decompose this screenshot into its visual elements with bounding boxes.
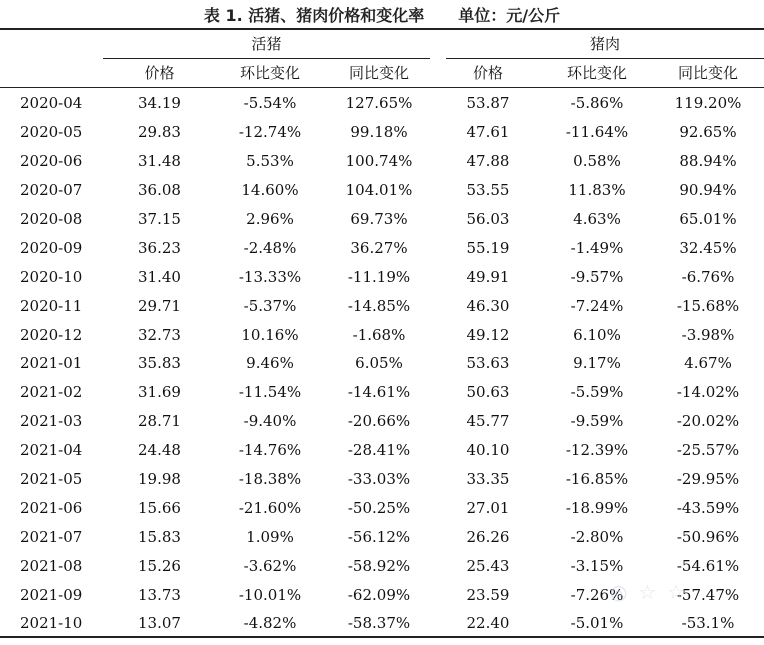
table-row — [0, 609, 764, 638]
cell-live-yoy: -56.12% — [347, 527, 411, 546]
top-rule — [0, 28, 764, 30]
cell-date: 2021-03 — [20, 412, 83, 431]
cell-live-mom: 2.96% — [246, 210, 294, 228]
table-row — [0, 551, 764, 580]
cell-pork-mom: -5.01% — [570, 614, 624, 633]
cell-live-price: 15.26 — [138, 556, 181, 575]
cell-live-price: 34.19 — [138, 94, 181, 113]
cell-live-mom: -18.38% — [238, 470, 302, 489]
table-row — [0, 465, 764, 494]
cell-date: 2021-09 — [20, 585, 83, 604]
cell-pork-yoy: -57.47% — [676, 585, 740, 604]
cell-live-price: 15.83 — [138, 527, 181, 546]
cell-pork-price: 47.88 — [466, 152, 510, 171]
cell-pork-mom: -7.26% — [570, 585, 624, 604]
cell-pork-yoy: 65.01% — [679, 210, 737, 228]
cell-pork-mom: -3.15% — [570, 556, 624, 575]
cell-pork-price: 40.10 — [466, 441, 510, 460]
cell-live-mom: -12.74% — [238, 123, 302, 142]
cell-live-mom: -11.54% — [238, 383, 302, 402]
cell-pork-yoy: 92.65% — [679, 123, 737, 142]
table-row — [0, 262, 764, 291]
cell-live-mom: 1.09% — [246, 527, 294, 546]
table-row — [0, 205, 764, 234]
cell-pork-mom: -5.86% — [570, 94, 624, 113]
cell-live-mom: -4.82% — [243, 614, 297, 633]
cell-live-mom: -10.01% — [238, 585, 302, 604]
cell-live-mom: -13.33% — [238, 267, 302, 286]
cell-pork-price: 33.35 — [466, 470, 510, 489]
cell-date: 2020-11 — [20, 296, 83, 315]
cell-pork-mom: 6.10% — [573, 325, 621, 344]
cell-pork-price: 53.55 — [466, 181, 510, 200]
cell-live-mom: -5.37% — [243, 296, 297, 315]
cell-live-mom: 5.53% — [246, 152, 294, 171]
cell-date: 2021-04 — [20, 441, 83, 460]
cell-pork-yoy: -15.68% — [676, 296, 740, 315]
table-row — [0, 89, 764, 118]
cell-live-yoy: 127.65% — [345, 94, 413, 113]
cell-live-yoy: -62.09% — [347, 585, 411, 604]
cell-live-price: 28.71 — [138, 412, 181, 431]
cell-live-yoy: 104.01% — [345, 181, 413, 200]
cell-live-price: 29.83 — [138, 123, 181, 142]
cell-live-price: 31.40 — [138, 267, 181, 286]
cell-pork-mom: -5.59% — [570, 383, 624, 402]
cell-pork-price: 49.12 — [466, 325, 510, 344]
table-row — [0, 436, 764, 465]
cell-pork-price: 50.63 — [466, 383, 510, 402]
cell-pork-mom: -9.59% — [570, 412, 624, 431]
cell-pork-price: 22.40 — [466, 614, 510, 633]
cell-live-yoy: -33.03% — [347, 470, 411, 489]
cell-pork-mom: 9.17% — [573, 354, 621, 373]
cell-date: 2021-07 — [20, 527, 83, 546]
cell-live-yoy: 99.18% — [350, 123, 408, 142]
cell-pork-yoy: -20.02% — [676, 412, 740, 431]
cell-date: 2021-08 — [20, 556, 83, 575]
cell-pork-price: 26.26 — [466, 527, 510, 546]
table-row — [0, 320, 764, 349]
cell-pork-price: 25.43 — [466, 556, 510, 575]
cell-live-price: 31.48 — [138, 152, 181, 171]
table-title — [0, 2, 764, 26]
cell-live-yoy: 100.74% — [345, 152, 413, 171]
cell-pork-price: 53.63 — [466, 354, 510, 373]
cell-date: 2020-05 — [20, 123, 83, 142]
cell-live-yoy: -14.85% — [347, 296, 411, 315]
cell-live-yoy: -50.25% — [347, 498, 411, 517]
cell-pork-price: 45.77 — [466, 412, 510, 431]
col-header-live-yoy: 同比变化 — [348, 64, 409, 82]
table-row — [0, 291, 764, 320]
cell-pork-yoy: 119.20% — [674, 94, 742, 113]
cell-live-price: 31.69 — [138, 383, 181, 402]
price-table — [0, 89, 764, 638]
cell-pork-price: 46.30 — [466, 296, 510, 315]
cell-pork-yoy: -53.1% — [681, 614, 735, 633]
cell-pork-price: 47.61 — [466, 123, 510, 142]
cell-live-mom: -9.40% — [243, 412, 297, 431]
table-row — [0, 580, 764, 609]
cell-pork-yoy: -50.96% — [676, 527, 740, 546]
cell-live-yoy: -14.61% — [347, 383, 411, 402]
table-row — [0, 176, 764, 205]
cell-live-price: 15.66 — [138, 498, 181, 517]
cell-pork-mom: -9.57% — [570, 267, 624, 286]
cell-pork-mom: -2.80% — [570, 527, 624, 546]
cell-date: 2021-01 — [20, 354, 83, 373]
cell-live-price: 36.23 — [138, 238, 181, 257]
col-header-pork-mom: 环比变化 — [566, 64, 627, 82]
cell-live-price: 19.98 — [138, 470, 181, 489]
cell-live-mom: 14.60% — [241, 181, 299, 200]
bottom-rule — [0, 636, 764, 638]
cell-date: 2020-09 — [20, 238, 83, 257]
table-title-main: 表 1. 活猪、猪肉价格和变化率 — [203, 5, 425, 25]
cell-date: 2020-12 — [20, 325, 83, 344]
cell-date: 2020-08 — [20, 210, 83, 228]
col-header-live-mom: 环比变化 — [239, 64, 300, 82]
cell-live-price: 37.15 — [138, 210, 181, 228]
table-row — [0, 522, 764, 551]
cell-pork-yoy: -29.95% — [676, 470, 740, 489]
cell-pork-yoy: 90.94% — [679, 181, 737, 200]
col-header-pork-price: 价格 — [472, 64, 503, 82]
cell-live-price: 32.73 — [138, 325, 181, 344]
cell-pork-yoy: -43.59% — [676, 498, 740, 517]
cell-pork-yoy: 32.45% — [679, 238, 737, 257]
cell-pork-mom: -1.49% — [570, 238, 624, 257]
cell-pork-yoy: -54.61% — [676, 556, 740, 575]
cell-live-price: 35.83 — [138, 354, 181, 373]
cell-pork-yoy: 88.94% — [679, 152, 737, 171]
cell-live-mom: -14.76% — [238, 441, 302, 460]
cell-live-price: 24.48 — [138, 441, 181, 460]
cell-live-price: 13.73 — [138, 585, 181, 604]
cell-date: 2021-10 — [20, 614, 83, 633]
table-row — [0, 407, 764, 436]
cell-date: 2021-02 — [20, 383, 83, 402]
cell-live-price: 29.71 — [138, 296, 181, 315]
cell-pork-mom: -11.64% — [565, 123, 629, 142]
cell-pork-mom: -16.85% — [565, 470, 629, 489]
cell-pork-mom: -7.24% — [570, 296, 624, 315]
cell-pork-price: 55.19 — [466, 238, 510, 257]
cell-pork-mom: 4.63% — [573, 210, 621, 228]
cell-live-yoy: 6.05% — [355, 354, 403, 373]
cell-date: 2021-05 — [20, 470, 83, 489]
cell-live-yoy: -11.19% — [347, 267, 411, 286]
cell-date: 2020-04 — [20, 94, 83, 113]
col-header-pork-yoy: 同比变化 — [677, 64, 738, 82]
table-row — [0, 493, 764, 522]
cell-pork-mom: -12.39% — [565, 441, 629, 460]
group-rule-live-pig — [103, 58, 430, 59]
cell-pork-price: 56.03 — [466, 210, 510, 228]
cell-date: 2020-10 — [20, 267, 83, 286]
cell-live-yoy: 69.73% — [350, 210, 408, 228]
group-header-pork: 猪肉 — [589, 35, 620, 53]
watermark: ◎ ☆ ☆ — [610, 580, 688, 604]
cell-pork-yoy: -6.76% — [681, 267, 735, 286]
cell-pork-mom: 0.58% — [573, 152, 621, 171]
cell-live-mom: 10.16% — [241, 325, 299, 344]
cell-live-mom: 9.46% — [246, 354, 294, 373]
cell-live-yoy: -1.68% — [352, 325, 406, 344]
cell-pork-mom: 11.83% — [568, 181, 626, 200]
cell-pork-yoy: 4.67% — [684, 354, 732, 373]
table-row — [0, 233, 764, 262]
cell-live-yoy: 36.27% — [350, 238, 408, 257]
cell-live-mom: -3.62% — [243, 556, 297, 575]
table-row — [0, 147, 764, 176]
cell-live-yoy: -58.92% — [347, 556, 411, 575]
cell-date: 2020-06 — [20, 152, 83, 171]
cell-date: 2020-07 — [20, 181, 83, 200]
cell-pork-yoy: -3.98% — [681, 325, 735, 344]
cell-date: 2021-06 — [20, 498, 83, 517]
table-unit: 单位：元/公斤 — [458, 5, 561, 25]
cell-pork-yoy: -25.57% — [676, 441, 740, 460]
cell-live-mom: -5.54% — [243, 94, 297, 113]
cell-live-mom: -2.48% — [243, 238, 297, 257]
cell-pork-price: 27.01 — [466, 498, 510, 517]
cell-live-yoy: -20.66% — [347, 412, 411, 431]
header-rule — [0, 87, 764, 88]
cell-live-mom: -21.60% — [238, 498, 302, 517]
cell-pork-price: 23.59 — [466, 585, 510, 604]
group-rule-pork — [446, 58, 764, 59]
cell-live-price: 13.07 — [138, 614, 181, 633]
cell-live-yoy: -58.37% — [347, 614, 411, 633]
cell-live-yoy: -28.41% — [347, 441, 411, 460]
col-header-live-price: 价格 — [144, 64, 175, 82]
table-row — [0, 118, 764, 147]
table-row — [0, 349, 764, 378]
cell-pork-mom: -18.99% — [565, 498, 629, 517]
table-row — [0, 378, 764, 407]
cell-pork-yoy: -14.02% — [676, 383, 740, 402]
group-header-live-pig: 活猪 — [251, 35, 282, 53]
cell-pork-price: 49.91 — [466, 267, 510, 286]
cell-pork-price: 53.87 — [466, 94, 510, 113]
cell-live-price: 36.08 — [138, 181, 181, 200]
